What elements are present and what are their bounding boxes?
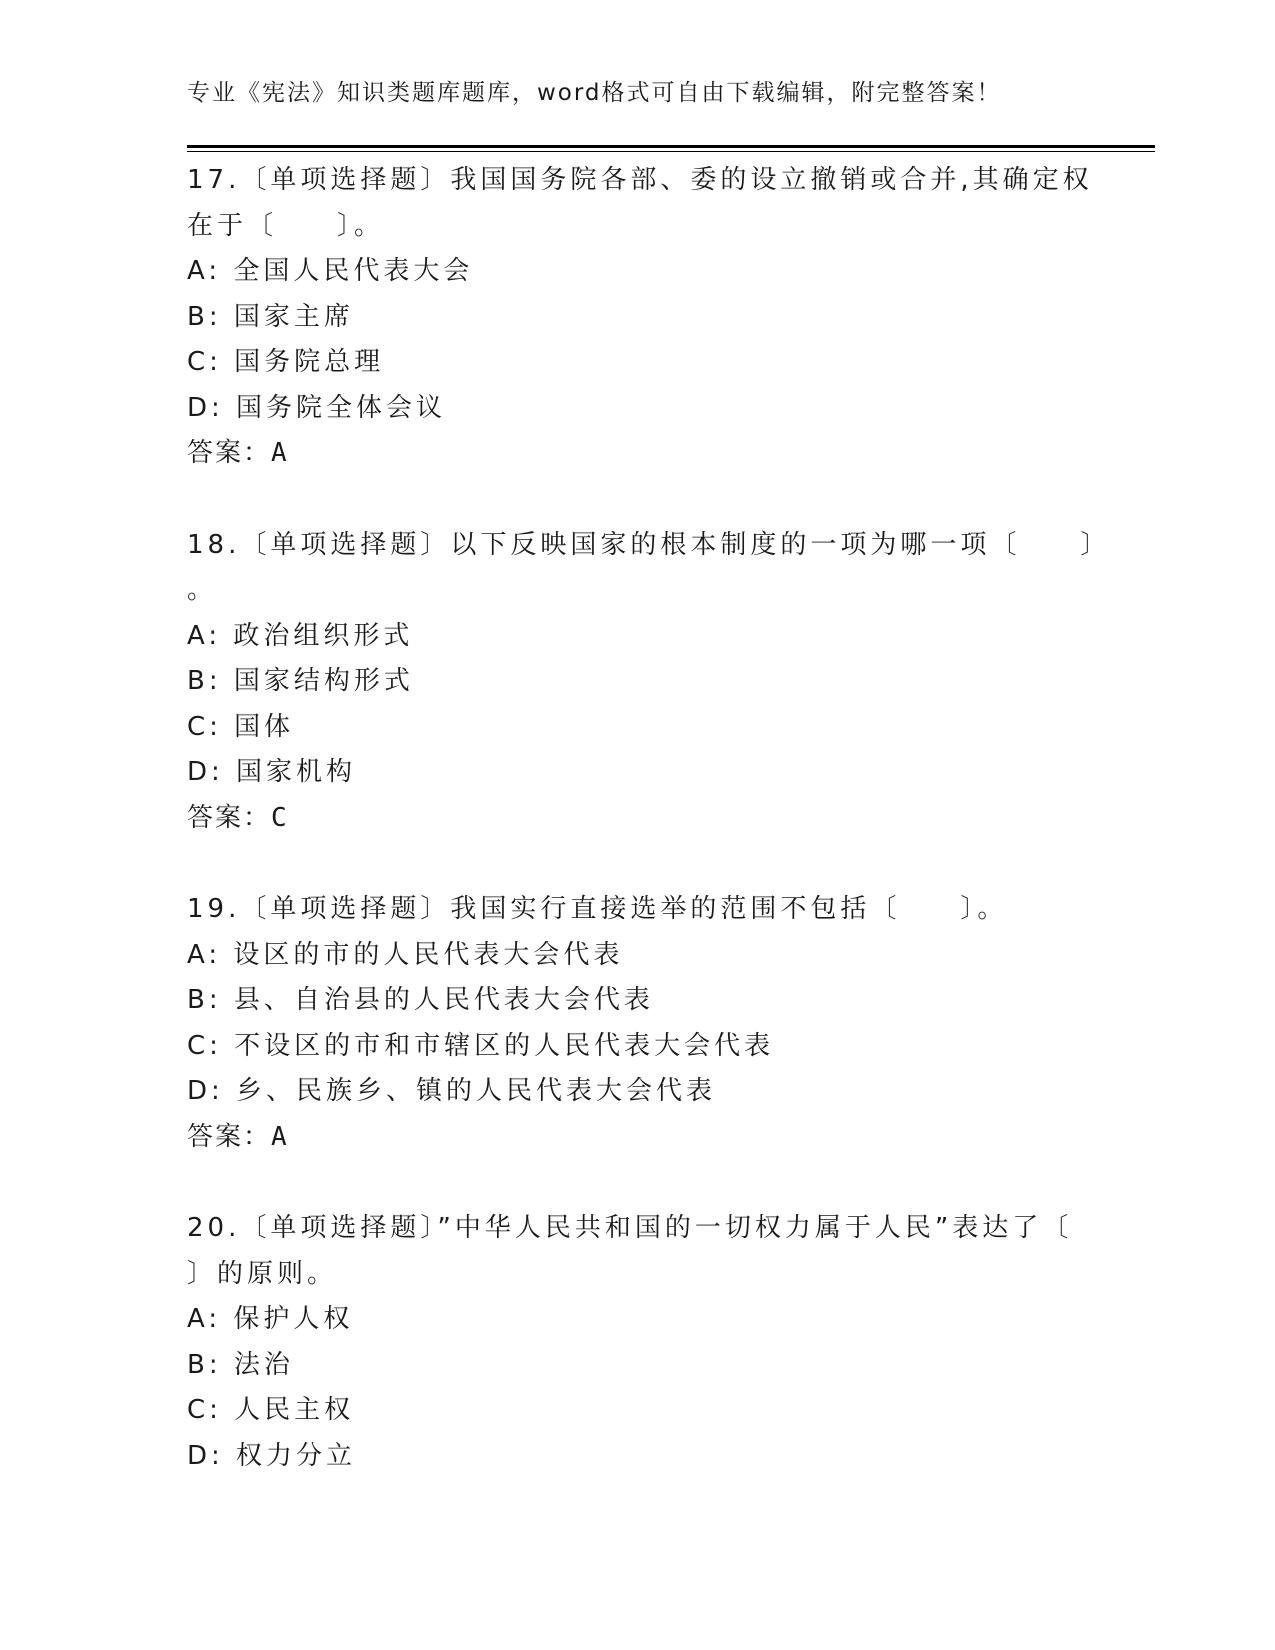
header-rule-thin	[187, 151, 1155, 152]
option-c: C: 不设区的市和市辖区的人民代表大会代表	[187, 1030, 775, 1061]
question-stem: 17.〔单项选择题〕我国国务院各部、委的设立撤销或合并,其确定权	[187, 165, 1093, 195]
question-stem: 〕的原则。	[187, 1258, 338, 1289]
question-20	[187, 1206, 1087, 1479]
option-c: C: 人民主权	[187, 1395, 355, 1425]
question-stem: 18.〔单项选择题〕以下反映国家的根本制度的一项为哪一项〔 〕	[187, 529, 1111, 560]
answer	[187, 431, 1087, 477]
header-rule-thick	[187, 145, 1155, 148]
question-stem: 20.〔单项选择题〕”中华人民共和国的一切权力属于人民”表达了〔	[187, 1213, 1073, 1243]
question-17	[187, 158, 1093, 477]
answer-value: A	[271, 438, 287, 468]
answer-label: 答案：	[187, 438, 272, 468]
answer-value: A	[271, 1121, 287, 1152]
page-header: 专业《宪法》知识类题库题库，word格式可自由下载编辑，附完整答案！	[187, 80, 1002, 106]
question-stem: 。	[187, 575, 218, 605]
option-a: A: 设区的市的人民代表大会代表	[187, 939, 624, 970]
question-19	[187, 887, 1087, 1160]
option-d: D: 国家机构	[187, 757, 357, 787]
answer	[187, 1115, 1087, 1161]
option-b: B: 国家结构形式	[187, 666, 414, 696]
option-d: D: 权力分立	[187, 1440, 357, 1471]
option-b: B: 国家主席	[187, 301, 354, 332]
option-a: A: 保护人权	[187, 1304, 354, 1334]
answer-label: 答案：	[187, 802, 272, 833]
option-c: C: 国体	[187, 711, 295, 742]
option-b: B: 县、自治县的人民代表大会代表	[187, 985, 654, 1015]
question-list	[187, 158, 1111, 1525]
option-d: D: 乡、民族乡、镇的人民代表大会代表	[187, 1076, 717, 1106]
option-a: A: 全国人民代表大会	[187, 256, 474, 286]
option-a: A: 政治组织形式	[187, 620, 414, 651]
question-stem: 19.〔单项选择题〕我国实行直接选举的范围不包括〔 〕。	[187, 894, 1008, 924]
question-18	[187, 523, 1111, 842]
option-d: D: 国务院全体会议	[187, 392, 447, 423]
answer-value: C	[271, 802, 287, 833]
option-c: C: 国务院总理	[187, 347, 385, 377]
answer-label: 答案：	[187, 1121, 272, 1152]
option-b: B: 法治	[187, 1349, 294, 1380]
question-stem: 在于〔 〕。	[187, 210, 385, 241]
answer	[187, 796, 1087, 842]
